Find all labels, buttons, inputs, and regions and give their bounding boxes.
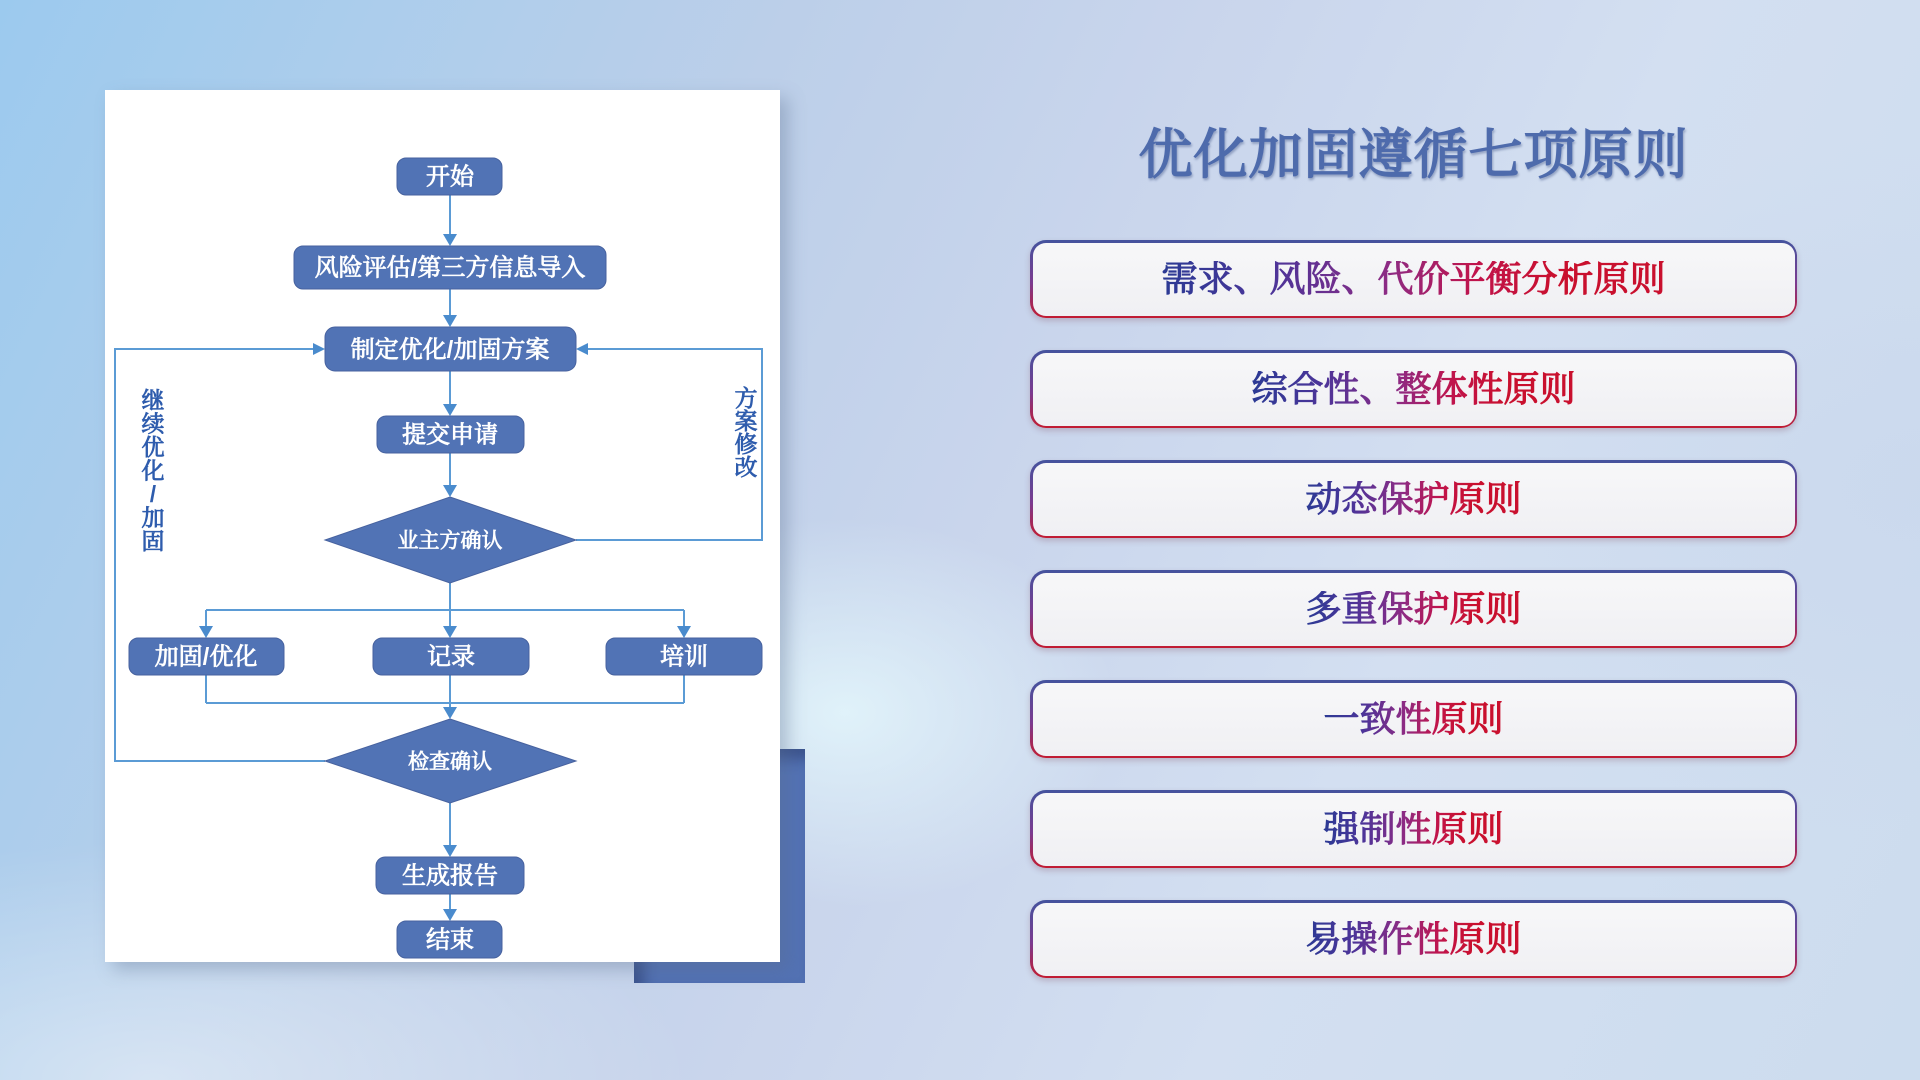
flowchart-diagram (105, 90, 780, 962)
principle-label: 易操作性原则 (1305, 918, 1522, 959)
node-generate-report-label: 生成报告 (402, 862, 498, 890)
principle-label: 需求、风险、代价平衡分析原则 (1161, 258, 1666, 299)
loop-label-continue-optimize: 继续优化/加固 (141, 387, 165, 554)
node-record-label: 记录 (427, 643, 475, 671)
node-start-label: 开始 (426, 163, 474, 191)
node-submit-request-label: 提交申请 (402, 421, 498, 449)
principles-list (1030, 240, 1797, 1010)
loop-label-plan-revision: 方案修改 (734, 385, 758, 480)
node-risk-assessment-label: 风险评估/第三方信息导入 (314, 254, 586, 282)
principle-box-5 (1030, 680, 1797, 758)
principle-label: 多重保护原则 (1305, 588, 1522, 629)
principle-box-6 (1030, 790, 1797, 868)
principle-box-2 (1030, 350, 1797, 428)
flowchart-card (105, 90, 780, 962)
node-reinforce-optimize-label: 加固/优化 (154, 643, 258, 671)
node-owner-confirm-label: 业主方确认 (397, 529, 503, 553)
principle-label: 动态保护原则 (1305, 478, 1522, 519)
principle-box-1 (1030, 240, 1797, 318)
principle-label: 强制性原则 (1323, 808, 1504, 849)
node-training-label: 培训 (660, 643, 708, 671)
principle-box-3 (1030, 460, 1797, 538)
principle-box-7 (1030, 900, 1797, 978)
principle-label: 综合性、整体性原则 (1251, 368, 1576, 409)
principle-label: 一致性原则 (1323, 698, 1504, 739)
node-make-plan-label: 制定优化/加固方案 (350, 336, 550, 364)
node-end-label: 结束 (426, 926, 474, 954)
node-check-confirm-label: 检查确认 (408, 750, 492, 774)
principle-box-4 (1030, 570, 1797, 648)
page-title: 优化加固遵循七项原则 (1138, 125, 1689, 185)
